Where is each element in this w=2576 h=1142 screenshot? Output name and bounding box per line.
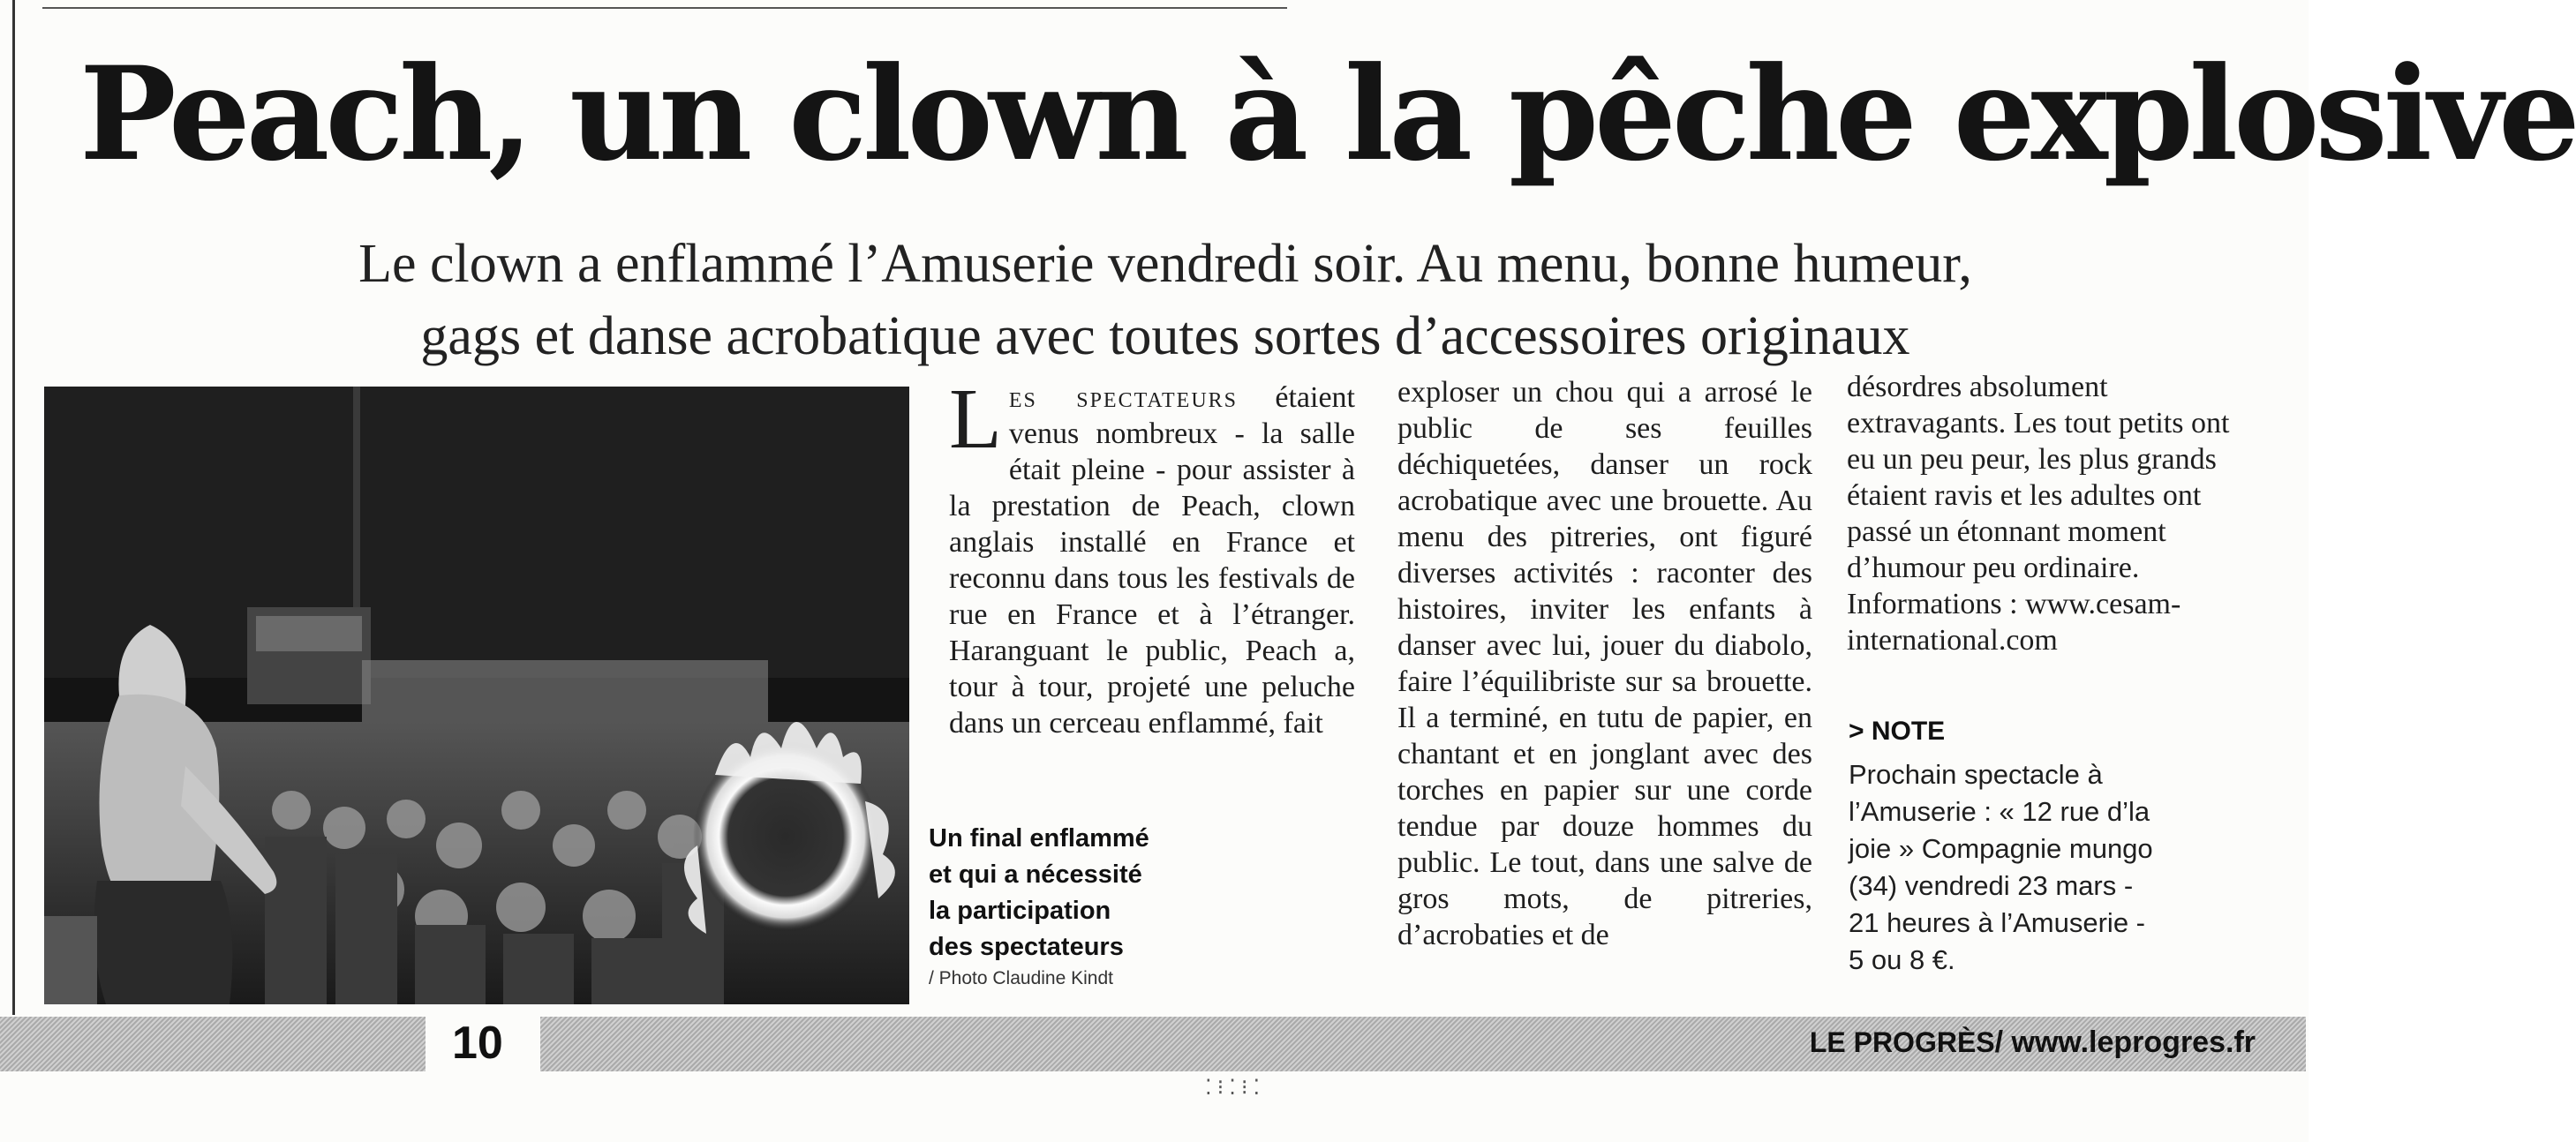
article-column-1: [949, 372, 1355, 741]
left-edge-rule: [12, 0, 15, 1015]
publication-name: LE PROGRÈS: [1809, 1026, 1995, 1058]
subtitle-line: Le clown a enflammé l’Amuserie vendredi soir. Au menu, bonne humeur,: [358, 234, 1972, 294]
note-line: (34) vendredi 23 mars -: [1849, 870, 2134, 901]
footer-masthead: [1810, 1019, 2256, 1065]
caption-line: la participation: [929, 897, 1111, 925]
photo-credit: / Photo Claudine Kindt: [929, 968, 1113, 988]
article-column-3: désordres absolument extravagants. Les tout petits ont eu un peu peur, les plus grands étaient ravis et les adultes ont passé un étonnant moment d’humour peu ordinaire. Informations : www.cesam-international.com: [1847, 371, 2230, 657]
lead-smallcaps: es spectateurs: [1008, 381, 1239, 414]
caption-line: des spectateurs: [929, 933, 1124, 961]
website-link[interactable]: www.leprogres.fr: [2011, 1026, 2256, 1059]
photo-caption: [929, 821, 1194, 965]
caption-line: et qui a nécessité: [929, 860, 1142, 889]
note-box: [1849, 756, 2237, 979]
note-line: 21 heures à l’Amuserie -: [1849, 907, 2145, 938]
note-heading: > NOTE: [1849, 717, 1946, 746]
page-number: 10: [452, 1018, 503, 1069]
note-line: joie » Compagnie mungo: [1849, 833, 2153, 864]
scan-artifact: ⁚⁝⁚⁝⁚: [1205, 1075, 1266, 1100]
note-line: Prochain spectacle à: [1849, 759, 2103, 790]
masthead-separator: /: [1994, 1026, 2004, 1059]
article-column-2: exploser un chou qui a arrosé le public de ses feuilles déchiquetées, danser un rock acrobatique avec une brouette. Au menu des pitreries, ont figuré diverses activités : raconter des histoires, inviter les enfants à danser avec lui, jouer du diabolo, faire l’équilibriste sur sa brouette. Il a terminé, en tutu de papier, en chantant et en jonglant avec des torches en papier sur une corde tendue par douze hommes du public. Le tout, dans une salve de gros mots, de pitreries, d’acrobaties et de: [1397, 376, 1812, 951]
note-line: l’Amuserie : « 12 rue d’la: [1849, 796, 2150, 827]
drop-cap: L: [949, 372, 1002, 467]
caption-line: Un final enflammé: [929, 824, 1149, 853]
clown-performance-photo: [44, 387, 909, 1004]
note-line: 5 ou 8 €.: [1849, 944, 1955, 975]
top-rule: [42, 7, 1287, 9]
article-subtitle: [221, 228, 2110, 372]
article-headline: Peach, un clown à la pêche explosive: [79, 39, 2576, 190]
footer-band-left: [0, 1017, 426, 1071]
column-text: étaient venus nombreux - la salle était pleine - pour assister à la prestation de Peach, clown anglais installé en France et reconnu dans tous les festivals de rue en France et à l’étranger. Haranguant le public, Peach a, tour à tour, projeté une peluche dans un cerceau enflammé, fait: [949, 381, 1355, 740]
subtitle-line: gags et danse acrobatique avec toutes sortes d’accessoires originaux: [420, 306, 1910, 366]
